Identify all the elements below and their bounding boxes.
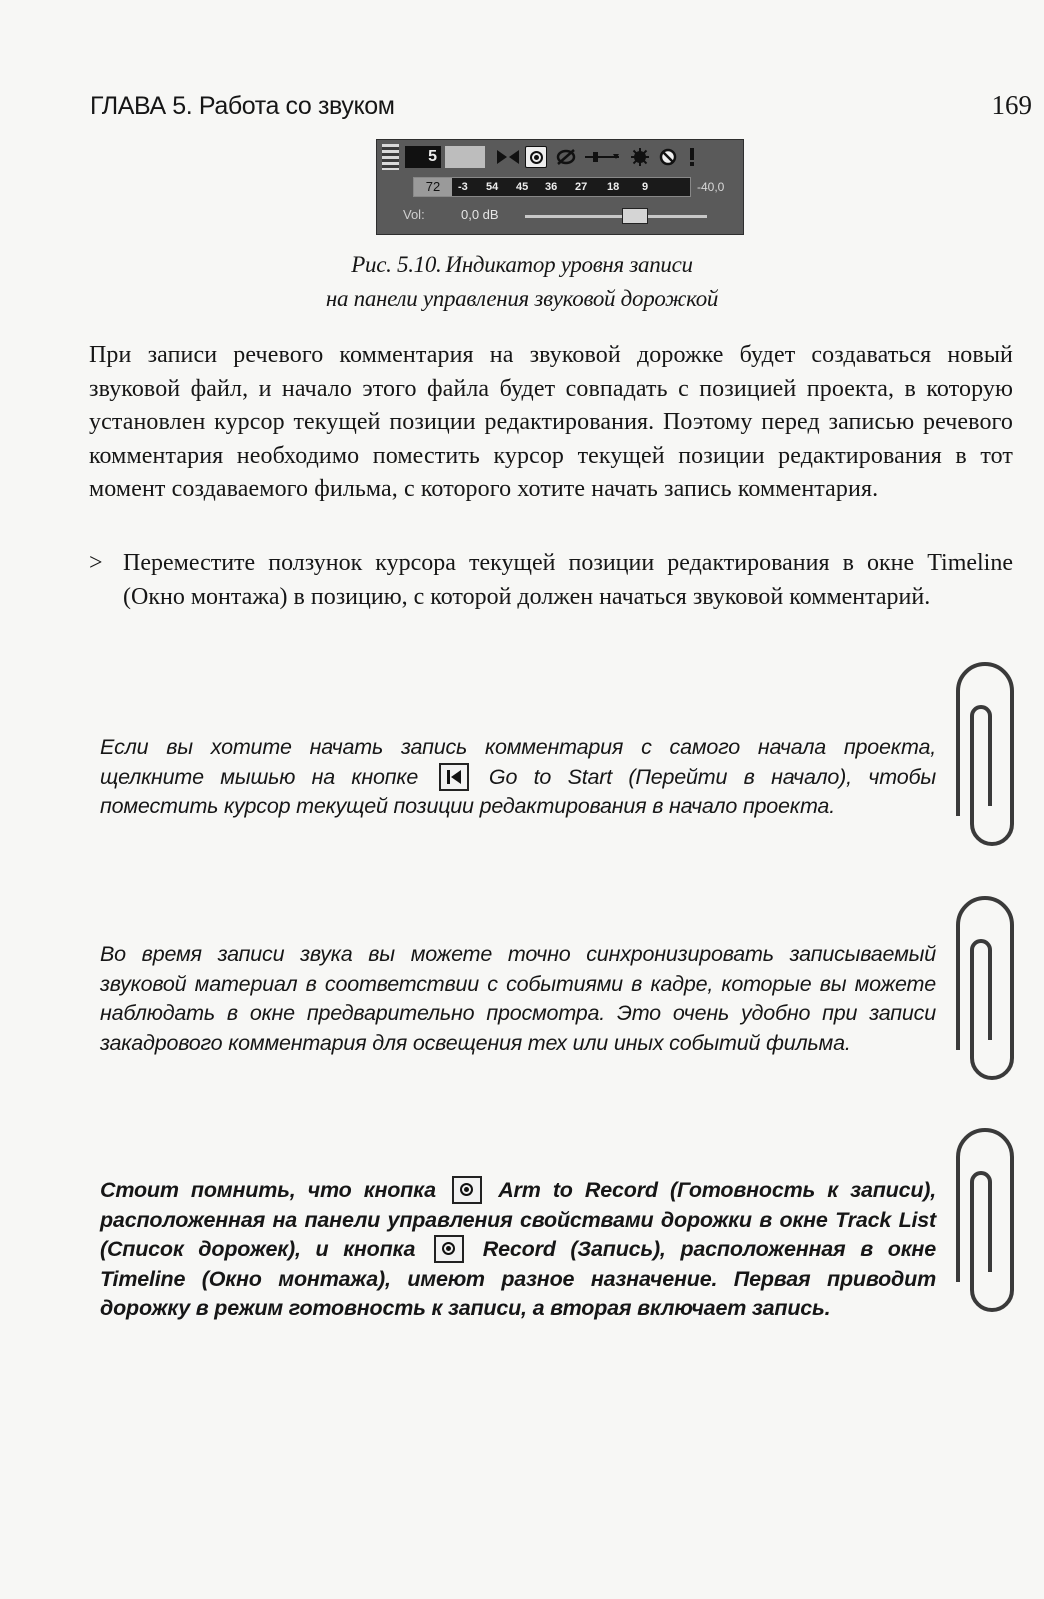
track-name-box (445, 146, 485, 168)
meter-tick: 45 (516, 181, 529, 193)
figure-caption (200, 248, 844, 316)
note-text: Стоит помнить, что кнопка (100, 1178, 436, 1202)
paperclip-icon (943, 656, 1023, 856)
meter-tick: 54 (486, 181, 499, 193)
grip-icon (382, 144, 399, 170)
bypass-icon (495, 147, 521, 167)
note-text: Arm to Record (Готовность к записи), расположенная на панели управления свойствами дорожки в окне Track List (Список дорожек), и кнопка (100, 1178, 937, 1261)
step-marker: > (89, 550, 103, 576)
note-text: Record (Запись), расположенная в окне Timeline (Окно монтажа), имеют разное назначение. Первая приводит дорожку в режим готовность к записи, а вторая включает запись. (100, 1237, 936, 1320)
peak-value: 72 (414, 178, 452, 196)
meter-tick: 27 (575, 181, 588, 193)
meter-tick: 9 (642, 181, 649, 193)
caption-label: Рис. 5.10. (351, 252, 442, 277)
note-text: Go to Start (Перейти в начало), чтобы поместить курсор текущей позиции редактирования в начало проекта. (100, 764, 936, 818)
record-icon (434, 1235, 464, 1263)
solo-icon (683, 147, 701, 167)
instruction-step (89, 547, 1013, 614)
meter-tick: 36 (545, 181, 558, 193)
volume-slider-track (525, 215, 707, 218)
track-number: 5 (405, 146, 441, 168)
note-text: Если вы хотите начать запись комментария с самого начала проекта, щелкните мышью на кнопке (100, 735, 936, 789)
running-head: ГЛАВА 5. Работа со звуком (90, 92, 395, 120)
arm-record-icon (525, 146, 547, 168)
page-header (90, 90, 1032, 130)
level-meter (413, 177, 691, 197)
caption-line-1: Индикатор уровня записи (445, 252, 693, 277)
body-paragraph: При записи речевого комментария на звуковой дорожке будет создаваться новый звуковой файл, и начало этого файла будет совпадать с позицией проекта, в которую установлен курсор текущей позиции редактирования. Поэтому перед записью речевого комментария необходимо поместить курсор текущей позиции редактирования в тот момент создаваемого фильма, с которого хотите начать запись комментария. (89, 342, 1013, 502)
meter-tick: 18 (607, 181, 620, 193)
track-panel-toolbar (377, 140, 743, 174)
meter-db-value: -40,0 (697, 180, 725, 194)
step-text: Переместите ползунок курсора текущей позиции редактирования в окне Timeline (Окно монтажа) в позицию, с которой должен начаться звуковой комментарий. (123, 550, 1013, 610)
meter-tick: -3 (458, 181, 468, 193)
arm-to-record-icon (452, 1176, 482, 1204)
volume-value: 0,0 dB (461, 207, 499, 222)
fx-icon (629, 147, 651, 167)
paperclip-icon (943, 890, 1023, 1090)
volume-label: Vol: (403, 207, 425, 222)
paperclip-icon (943, 1122, 1023, 1322)
go-to-start-icon (439, 763, 469, 791)
note-sync: Во время записи звука вы можете точно синхронизировать записываемый звуковой материал в соответствии с событиями в кадре, которые вы можете наблюдать в окне предварительно просмотра. Это очень удобно при записи закадрового комментария для освещения тех или иных событий фильма. (100, 942, 936, 1055)
volume-slider-thumb (622, 208, 648, 224)
mute-icon (555, 147, 577, 167)
caption-line-2: на панели управления звуковой дорожкой (325, 286, 719, 311)
pan-icon (583, 147, 623, 167)
disable-icon (657, 147, 679, 167)
note-go-to-start (100, 733, 936, 822)
note-arm-vs-record (100, 1176, 936, 1324)
page-number: 169 (991, 90, 1032, 120)
track-control-panel-figure (376, 139, 744, 235)
